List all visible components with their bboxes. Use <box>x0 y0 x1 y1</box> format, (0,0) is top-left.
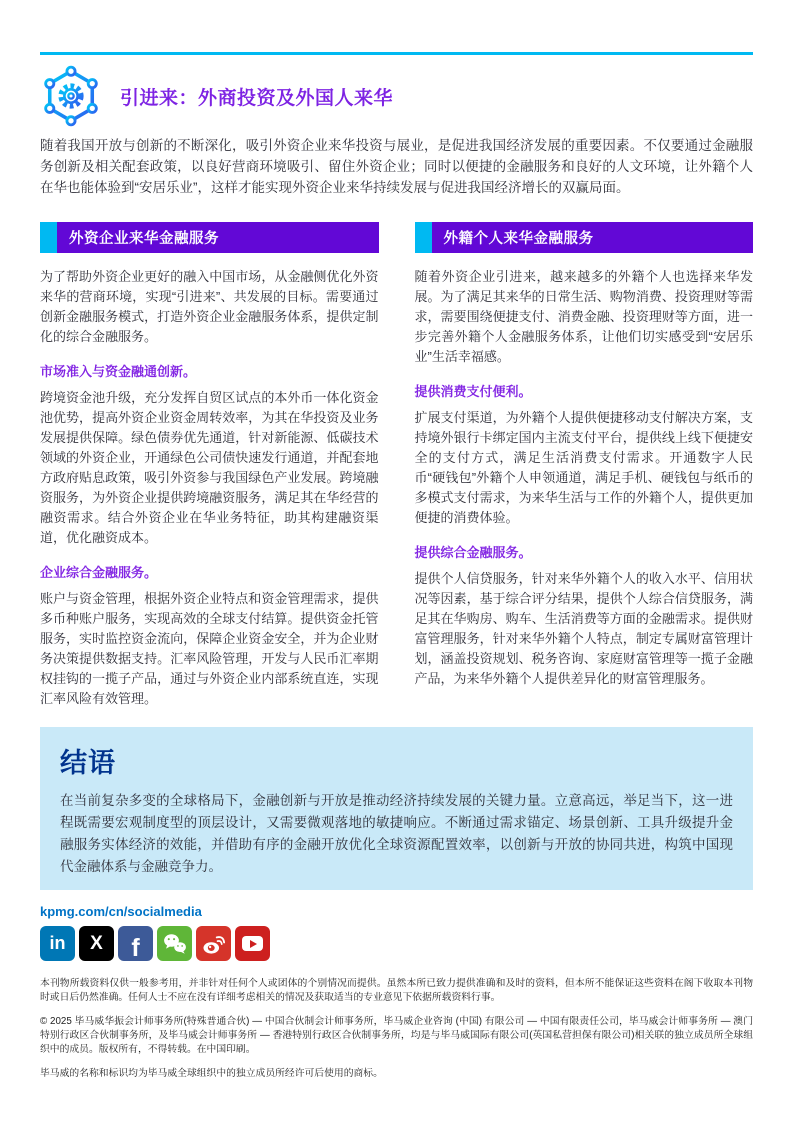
hexagon-gear-icon <box>40 65 102 127</box>
linkedin-glyph: in <box>49 933 66 953</box>
conclusion-text: 在当前复杂多变的全球格局下，金融创新与开放是推动经济持续发展的关键力量。立意高远，举足当下，这一进程既需要宏观制度型的顶层设计，又需要微观落地的敏捷响应。不断通过需求锚定、场景创新、工具升级提升金融服务实体经济的效能，并借助有序的金融开放优化全球资源配置效率，以创新与开放的协同共进，构筑中国现代金融体系与金融竞争力。 <box>60 793 733 874</box>
page-title: 引进来：外商投资及外国人来华 <box>120 87 394 109</box>
subheading: 市场准入与资金融通创新。 <box>40 364 197 379</box>
linkedin-icon[interactable] <box>40 926 75 961</box>
paragraph: 为了帮助外资企业更好的融入中国市场，从金融侧优化外资来华的营商环境，实现“引进来”、共发展的目标。需要通过创新金融服务模式，打造外资企业金融服务体系，提供定制化的综合金融服务。 <box>40 269 379 344</box>
two-column-section <box>40 222 753 709</box>
social-media-link[interactable]: kpmg.com/cn/socialmedia <box>40 904 202 919</box>
section-header-label: 外籍个人来华金融服务 <box>443 231 594 247</box>
intro-text: 随着我国开放与创新的不断深化，吸引外资企业来华投资与展业，是促进我国经济发展的重要因素。不仅要通过金融服务创新及相关配套政策，以良好营商环境吸引、留住外资企业；同时以便捷的金融服务和良好的人文环境，让外籍个人在华也能体验到“安居乐业”，这样才能实现外资企业来华持续发展与促进我国经济增长的双赢局面。 <box>40 138 753 195</box>
subheading: 提供综合金融服务。 <box>414 545 532 560</box>
section-title-row <box>40 65 753 127</box>
top-divider-rule <box>40 52 753 55</box>
subheading: 企业综合金融服务。 <box>40 565 158 580</box>
copyright-text: © 2025 毕马威华振会计师事务所(特殊普通合伙) — 中国合伙制会计师事务所，毕马威企业咨询 (中国) 有限公司 — 中国有限责任公司，毕马威会计师事务所 — 澳门特别行政区合伙制事务所，及毕马威会计师事务所 — 香港特别行政区合伙制事务所，均是与毕马威国际有限公司(英国私营担保有限公司)相关联的独立成员所全球组织中的成员。版权所有，不得转载。在中国印刷。 <box>40 1015 753 1055</box>
conclusion-title: 结语 <box>60 748 116 778</box>
section-header-bar <box>40 222 379 253</box>
paragraph: 随着外资企业引进来，越来越多的外籍个人也选择来华发展。为了满足其来华的日常生活、购物消费、投资理财等需求，需要围绕便捷支付、消费金融、投资理财等方面，进一步完善外籍个人金融服务体系，让他们切实感受到“安居乐业”生活幸福感。 <box>414 269 753 364</box>
paragraph: 跨境资金池升级，充分发挥自贸区试点的本外币一体化资金池优势，提高外资企业资金周转效率，为其在华投资及业务发展提供保障。绿色债券优先通道，针对新能源、低碳技术领域的外资企业，开通绿色公司债快速发行通道，并配套地方政府贴息政策，吸引外资参与我国绿色产业发展。跨境融资服务，为外资企业提供跨境融资服务，满足其在华经营的融资需求。结合外资企业在华业务特征，助其构建融资渠道，优化融资成本。 <box>40 390 379 545</box>
facebook-icon[interactable] <box>118 926 153 961</box>
paragraph: 账户与资金管理，根据外资企业特点和资金管理需求，提供多币种账户服务，实现高效的全球支付结算。提供资金托管服务，实时监控资金流向，保障企业资金安全，并为企业财务决策提供数据支持。汇率风险管理，开发与人民币汇率期权挂钩的一揽子产品，通过与外资企业内部系统直连，实现汇率风险有效管理。 <box>40 591 379 706</box>
x-icon[interactable] <box>79 926 114 961</box>
wechat-glyph <box>161 930 189 958</box>
paragraph: 扩展支付渠道，为外籍个人提供便捷移动支付解决方案，支持境外银行卡绑定国内主流支付平台，提供线上线下便捷安全的支付方式，满足生活消费支付需求。开通数字人民币“硬钱包”外籍个人申领通道，满足手机、硬钱包与纸币的多模式支付需求，为来华生活与工作的外籍个人，提供更加便捷的消费体验。 <box>414 410 753 525</box>
section-header-label: 外资企业来华金融服务 <box>69 231 219 247</box>
social-icons-row <box>40 926 753 961</box>
subheading: 提供消费支付便利。 <box>414 384 532 399</box>
disclaimer-text: 本刊物所载资料仅供一般参考用，并非针对任何个人或团体的个别情况而提供。虽然本所已致力提供准确和及时的资料，但本所不能保证这些资料在阁下收取本刊物时或日后仍然准确。任何人士不应在没有详细考虑相关的情况及获取适当的专业意见下依据所载资料行事。 <box>40 978 753 1003</box>
youtube-icon[interactable] <box>235 926 270 961</box>
x-glyph: X <box>90 932 103 954</box>
column-foreign-enterprises <box>40 222 379 709</box>
header-accent-square <box>415 222 432 253</box>
weibo-icon[interactable] <box>196 926 231 961</box>
wechat-icon[interactable] <box>157 926 192 961</box>
paragraph: 提供个人信贷服务，针对来华外籍个人的收入水平、信用状况等因素，基于综合评分结果，提供个人综合信贷服务，满足其在华购房、购车、生活消费等方面的金融需求。提供财富管理服务，针对来华外籍个人特点，制定专属财富管理计划，涵盖投资规划、税务咨询、家庭财富管理等一揽子金融产品，为来华外籍个人提供差异化的财富管理服务。 <box>414 571 753 686</box>
weibo-glyph <box>200 930 228 958</box>
trademark-text: 毕马威的名称和标识均为毕马威全球组织中的独立成员所经许可后使用的商标。 <box>40 1067 383 1079</box>
youtube-play-glyph <box>242 936 263 951</box>
conclusion-box <box>40 727 753 890</box>
column-foreign-individuals <box>415 222 754 709</box>
facebook-glyph: f <box>131 934 140 961</box>
section-header-bar <box>415 222 754 253</box>
header-accent-square <box>40 222 57 253</box>
